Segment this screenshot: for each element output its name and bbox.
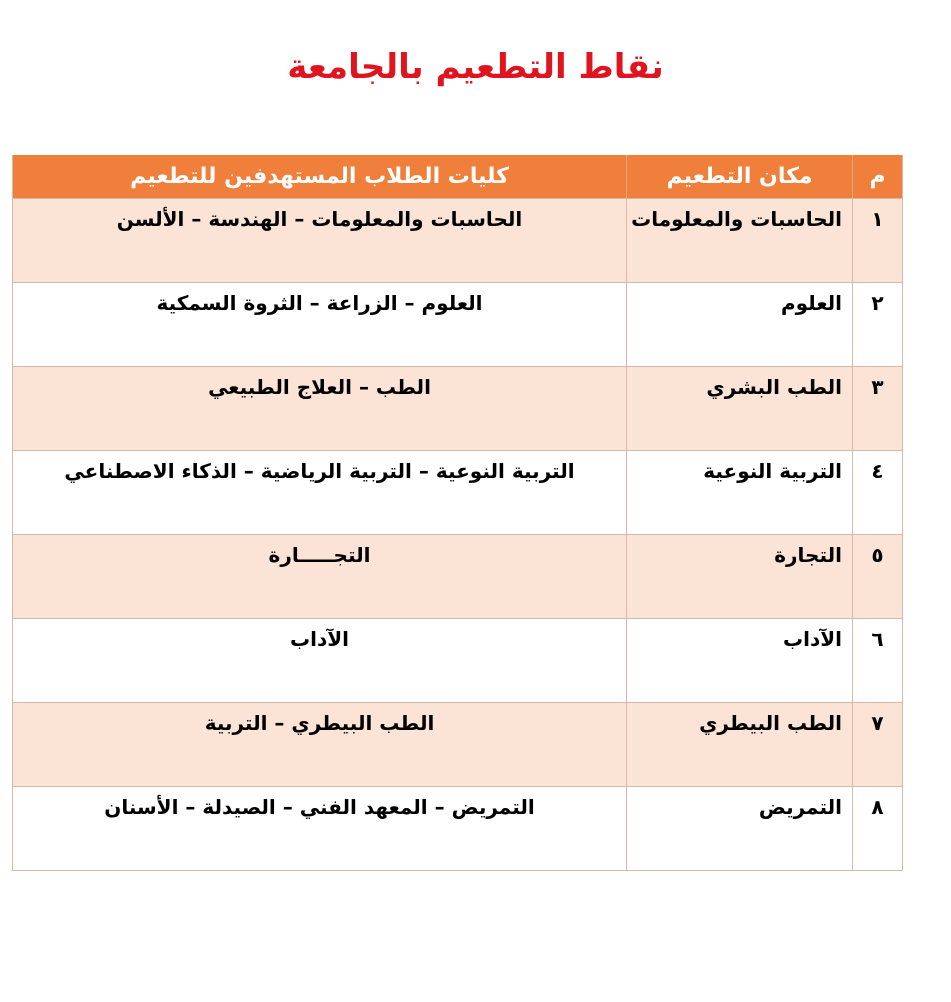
row-place: العلوم	[626, 283, 852, 366]
table-row	[13, 618, 902, 702]
row-place: الحاسبات والمعلومات	[626, 199, 852, 282]
header-colleges: كليات الطلاب المستهدفين للتطعيم	[130, 163, 509, 189]
row-number: ٤	[852, 451, 902, 534]
row-colleges: الطب البيطري – التربية	[204, 711, 435, 735]
row-place: التجارة	[626, 535, 852, 618]
table-row	[13, 198, 902, 282]
row-number: ٦	[852, 619, 902, 702]
table-row	[13, 702, 902, 786]
table-row	[13, 534, 902, 618]
row-colleges: الحاسبات والمعلومات – الهندسة – الألسن	[116, 207, 523, 231]
row-place: التمريض	[626, 787, 852, 870]
vaccination-points-table	[12, 155, 903, 871]
row-colleges: الطب – العلاج الطبيعي	[208, 375, 431, 399]
row-number: ٣	[852, 367, 902, 450]
table-header	[13, 155, 902, 198]
row-place: الطب البيطري	[626, 703, 852, 786]
row-colleges: التمريض – المعهد الفني – الصيدلة – الأسنان	[104, 795, 535, 819]
row-colleges: العلوم – الزراعة – الثروة السمكية	[156, 291, 483, 315]
row-number: ٨	[852, 787, 902, 870]
row-number: ١	[852, 199, 902, 282]
row-colleges: الآداب	[290, 627, 349, 651]
row-number: ٥	[852, 535, 902, 618]
table-row	[13, 450, 902, 534]
header-number: م	[852, 155, 902, 198]
row-place: التربية النوعية	[626, 451, 852, 534]
row-place: الطب البشري	[626, 367, 852, 450]
table-row	[13, 282, 902, 366]
table-row	[13, 786, 902, 870]
header-place: مكان التطعيم	[626, 155, 852, 198]
row-colleges: التجـــــارة	[268, 543, 371, 567]
table-row	[13, 366, 902, 450]
row-place: الآداب	[626, 619, 852, 702]
row-number: ٢	[852, 283, 902, 366]
page-title: نقاط التطعيم بالجامعة	[287, 47, 664, 87]
row-colleges: التربية النوعية – التربية الرياضية – الذكاء الاصطناعي	[64, 459, 575, 483]
row-number: ٧	[852, 703, 902, 786]
